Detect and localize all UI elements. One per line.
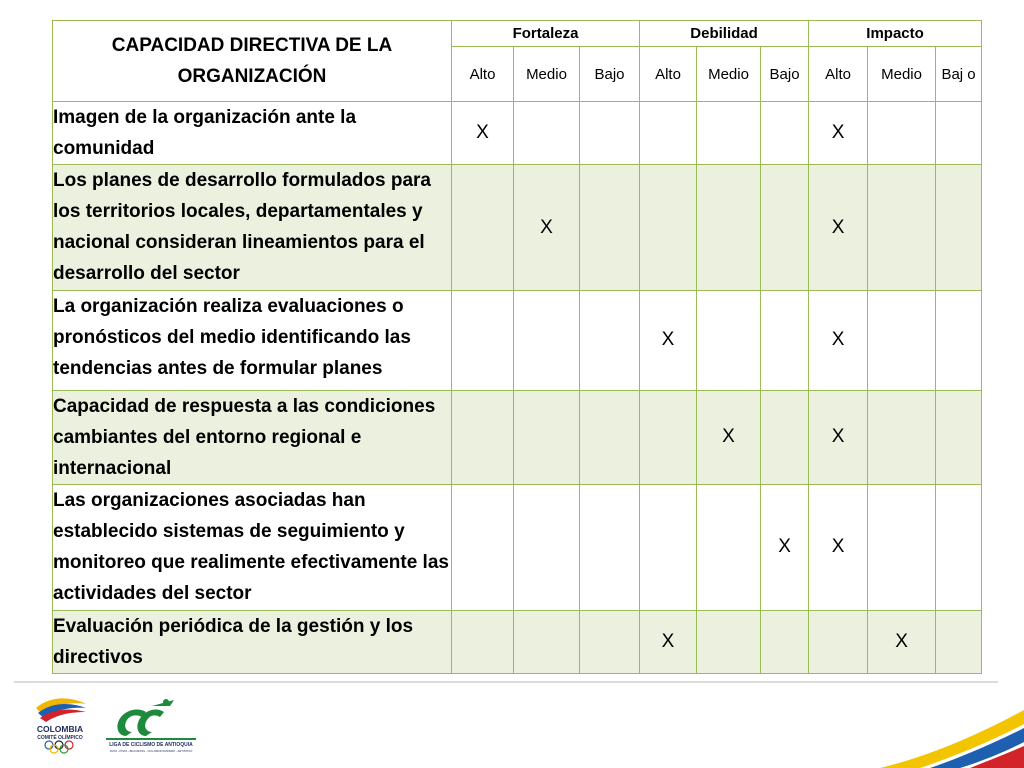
rating-cell	[580, 291, 640, 390]
group-header-debilidad: Debilidad	[640, 21, 809, 47]
rating-cell	[868, 291, 936, 390]
liga-logo-line2: RUTA - PISTA - BICICROSS - CICLOMONTAÑISMO - ARTISTICO	[109, 749, 193, 753]
rating-cell	[936, 390, 982, 484]
rating-cell	[452, 165, 514, 291]
rating-cell	[640, 165, 697, 291]
rating-cell	[640, 484, 697, 610]
criterion-label: Evaluación periódica de la gestión y los directivos	[53, 610, 452, 673]
group-header-fortaleza: Fortaleza	[452, 21, 640, 47]
table-row	[53, 102, 982, 165]
level-header-fortaleza-bajo: Bajo	[580, 47, 640, 102]
rating-cell: X	[809, 484, 868, 610]
rating-cell	[697, 484, 761, 610]
table-row	[53, 291, 982, 390]
rating-cell	[868, 165, 936, 291]
criterion-label: Las organizaciones asociadas han establecido sistemas de seguimiento y monitoreo que realimente efectivamente las actividades del sector	[53, 484, 452, 610]
rating-cell	[580, 484, 640, 610]
capacity-matrix-table	[52, 20, 982, 674]
footer-divider	[14, 681, 998, 683]
rating-cell	[514, 390, 580, 484]
rating-cell: X	[452, 102, 514, 165]
corner-color-bands	[840, 690, 1024, 768]
rating-cell	[936, 610, 982, 673]
rating-cell: X	[809, 390, 868, 484]
rating-cell	[868, 390, 936, 484]
table-title: CAPACIDAD DIRECTIVA DE LA ORGANIZACIÓN	[53, 21, 452, 102]
level-header-debilidad-alto: Alto	[640, 47, 697, 102]
rating-cell	[452, 291, 514, 390]
level-header-debilidad-bajo: Bajo	[761, 47, 809, 102]
criterion-label: Capacidad de respuesta a las condiciones cambiantes del entorno regional e internacional	[53, 390, 452, 484]
rating-cell	[452, 610, 514, 673]
criterion-label: Imagen de la organización ante la comunidad	[53, 102, 452, 165]
table-row	[53, 610, 982, 673]
rating-cell	[761, 165, 809, 291]
criterion-label: Los planes de desarrollo formulados para los territorios locales, departamentales y nacional consideran lineamientos para el desarrollo del sector	[53, 165, 452, 291]
level-header-impacto-bajo: Baj o	[936, 47, 982, 102]
rating-cell	[697, 291, 761, 390]
rating-cell	[580, 102, 640, 165]
coc-logo-line1: COLOMBIA	[36, 724, 84, 734]
rating-cell: X	[640, 610, 697, 673]
rating-cell	[809, 610, 868, 673]
rating-cell	[640, 102, 697, 165]
rating-cell	[936, 291, 982, 390]
rating-cell: X	[761, 484, 809, 610]
liga-ciclismo-antioquia-logo	[100, 692, 202, 756]
rating-cell	[514, 610, 580, 673]
level-header-impacto-alto: Alto	[809, 47, 868, 102]
group-header-impacto: Impacto	[809, 21, 982, 47]
liga-logo-line1: LIGA DE CICLISMO DE ANTIOQUIA	[109, 742, 193, 748]
level-header-fortaleza-alto: Alto	[452, 47, 514, 102]
coc-logo-line2: COMITÉ OLÍMPICO	[37, 735, 83, 741]
rating-cell: X	[640, 291, 697, 390]
rating-cell	[580, 165, 640, 291]
rating-cell: X	[697, 390, 761, 484]
colombia-olympic-committee-logo	[28, 692, 92, 756]
rating-cell	[452, 484, 514, 610]
rating-cell	[697, 102, 761, 165]
level-header-debilidad-medio: Medio	[697, 47, 761, 102]
rating-cell	[761, 610, 809, 673]
table-row	[53, 165, 982, 291]
level-header-fortaleza-medio: Medio	[514, 47, 580, 102]
rating-cell	[936, 165, 982, 291]
rating-cell	[868, 102, 936, 165]
rating-cell	[761, 291, 809, 390]
rating-cell: X	[868, 610, 936, 673]
rating-cell	[640, 390, 697, 484]
rating-cell	[936, 102, 982, 165]
rating-cell	[936, 484, 982, 610]
rating-cell	[580, 610, 640, 673]
rating-cell	[761, 390, 809, 484]
rating-cell	[761, 102, 809, 165]
rating-cell	[580, 390, 640, 484]
table-row	[53, 484, 982, 610]
criterion-label: La organización realiza evaluaciones o pronósticos del medio identificando las tendencias antes de formular planes	[53, 291, 452, 390]
level-header-impacto-medio: Medio	[868, 47, 936, 102]
rating-cell	[514, 102, 580, 165]
rating-cell	[514, 291, 580, 390]
rating-cell: X	[809, 165, 868, 291]
rating-cell: X	[809, 291, 868, 390]
rating-cell	[697, 610, 761, 673]
table-row	[53, 390, 982, 484]
rating-cell	[514, 484, 580, 610]
rating-cell: X	[809, 102, 868, 165]
rating-cell	[452, 390, 514, 484]
rating-cell: X	[514, 165, 580, 291]
rating-cell	[697, 165, 761, 291]
rating-cell	[868, 484, 936, 610]
